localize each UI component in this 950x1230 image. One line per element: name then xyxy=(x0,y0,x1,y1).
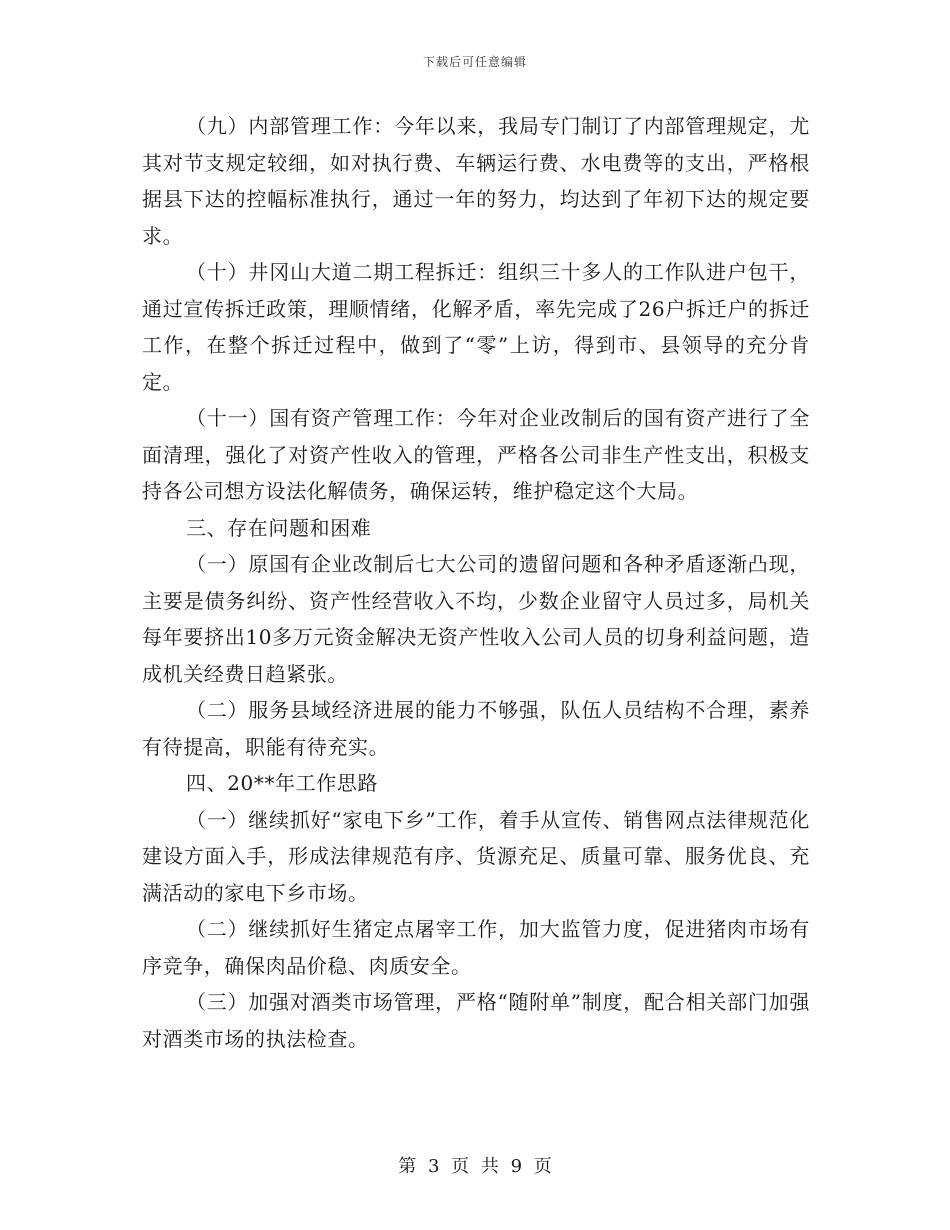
paragraph-plan-3: （三）加强对酒类市场管理，严格“随附单”制度，配合相关部门加强对酒类市场的执法检查。 xyxy=(142,990,810,1051)
page-number: 第 3 页 共 9 页 xyxy=(398,1156,552,1177)
document-body xyxy=(142,108,810,1057)
section-heading-problems: 三、存在问题和困难 xyxy=(186,515,372,540)
paragraph-problem-2: （二）服务县域经济进展的能力不够强，队伍人员结构不合理，素养有待提高，职能有待充实。 xyxy=(142,698,810,759)
paragraph-problem-1: （一）原国有企业改制后七大公司的遗留问题和各种矛盾逐渐凸现，主要是债务纠纷、资产性经营收入不均，少数企业留守人员过多，局机关每年要挤出10多万元资金解决无资产性收入公司人员的切身利益问题，造成机关经费日趋紧张。 xyxy=(142,552,810,686)
paragraph-state-assets: （十一）国有资产管理工作：今年对企业改制后的国有资产进行了全面清理，强化了对资产性收入的管理，严格各公司非生产性支出，积极支持各公司想方设法化解债务，确保运转，维护稳定这个大局。 xyxy=(142,406,810,503)
paragraph-plan-2: （二）继续抓好生猪定点屠宰工作，加大监管力度，促进猪肉市场有序竞争，确保肉品价稳、肉质安全。 xyxy=(142,917,810,978)
paragraph-demolition: （十）井冈山大道二期工程拆迁：组织三十多人的工作队进户包干，通过宣传拆迁政策，理顺情绪，化解矛盾，率先完成了26户拆迁户的拆迁工作，在整个拆迁过程中，做到了“零”上访，得到市、县领导的充分肯定。 xyxy=(142,260,810,394)
page-header-note: 下载后可任意编辑 xyxy=(422,55,527,69)
section-heading-work-plan: 四、20**年工作思路 xyxy=(186,771,379,795)
paragraph-plan-1: （一）继续抓好“家电下乡”工作，着手从宣传、销售网点法律规范化建设方面入手，形成法律规范有序、货源充足、质量可靠、服务优良、充满活动的家电下乡市场。 xyxy=(142,807,810,905)
paragraph-internal-management: （九）内部管理工作：今年以来，我局专门制订了内部管理规定，尤其对节支规定较细，如对执行费、车辆运行费、水电费等的支出，严格根据县下达的控幅标准执行，通过一年的努力，均达到了年初下达的规定要求。 xyxy=(142,114,810,248)
